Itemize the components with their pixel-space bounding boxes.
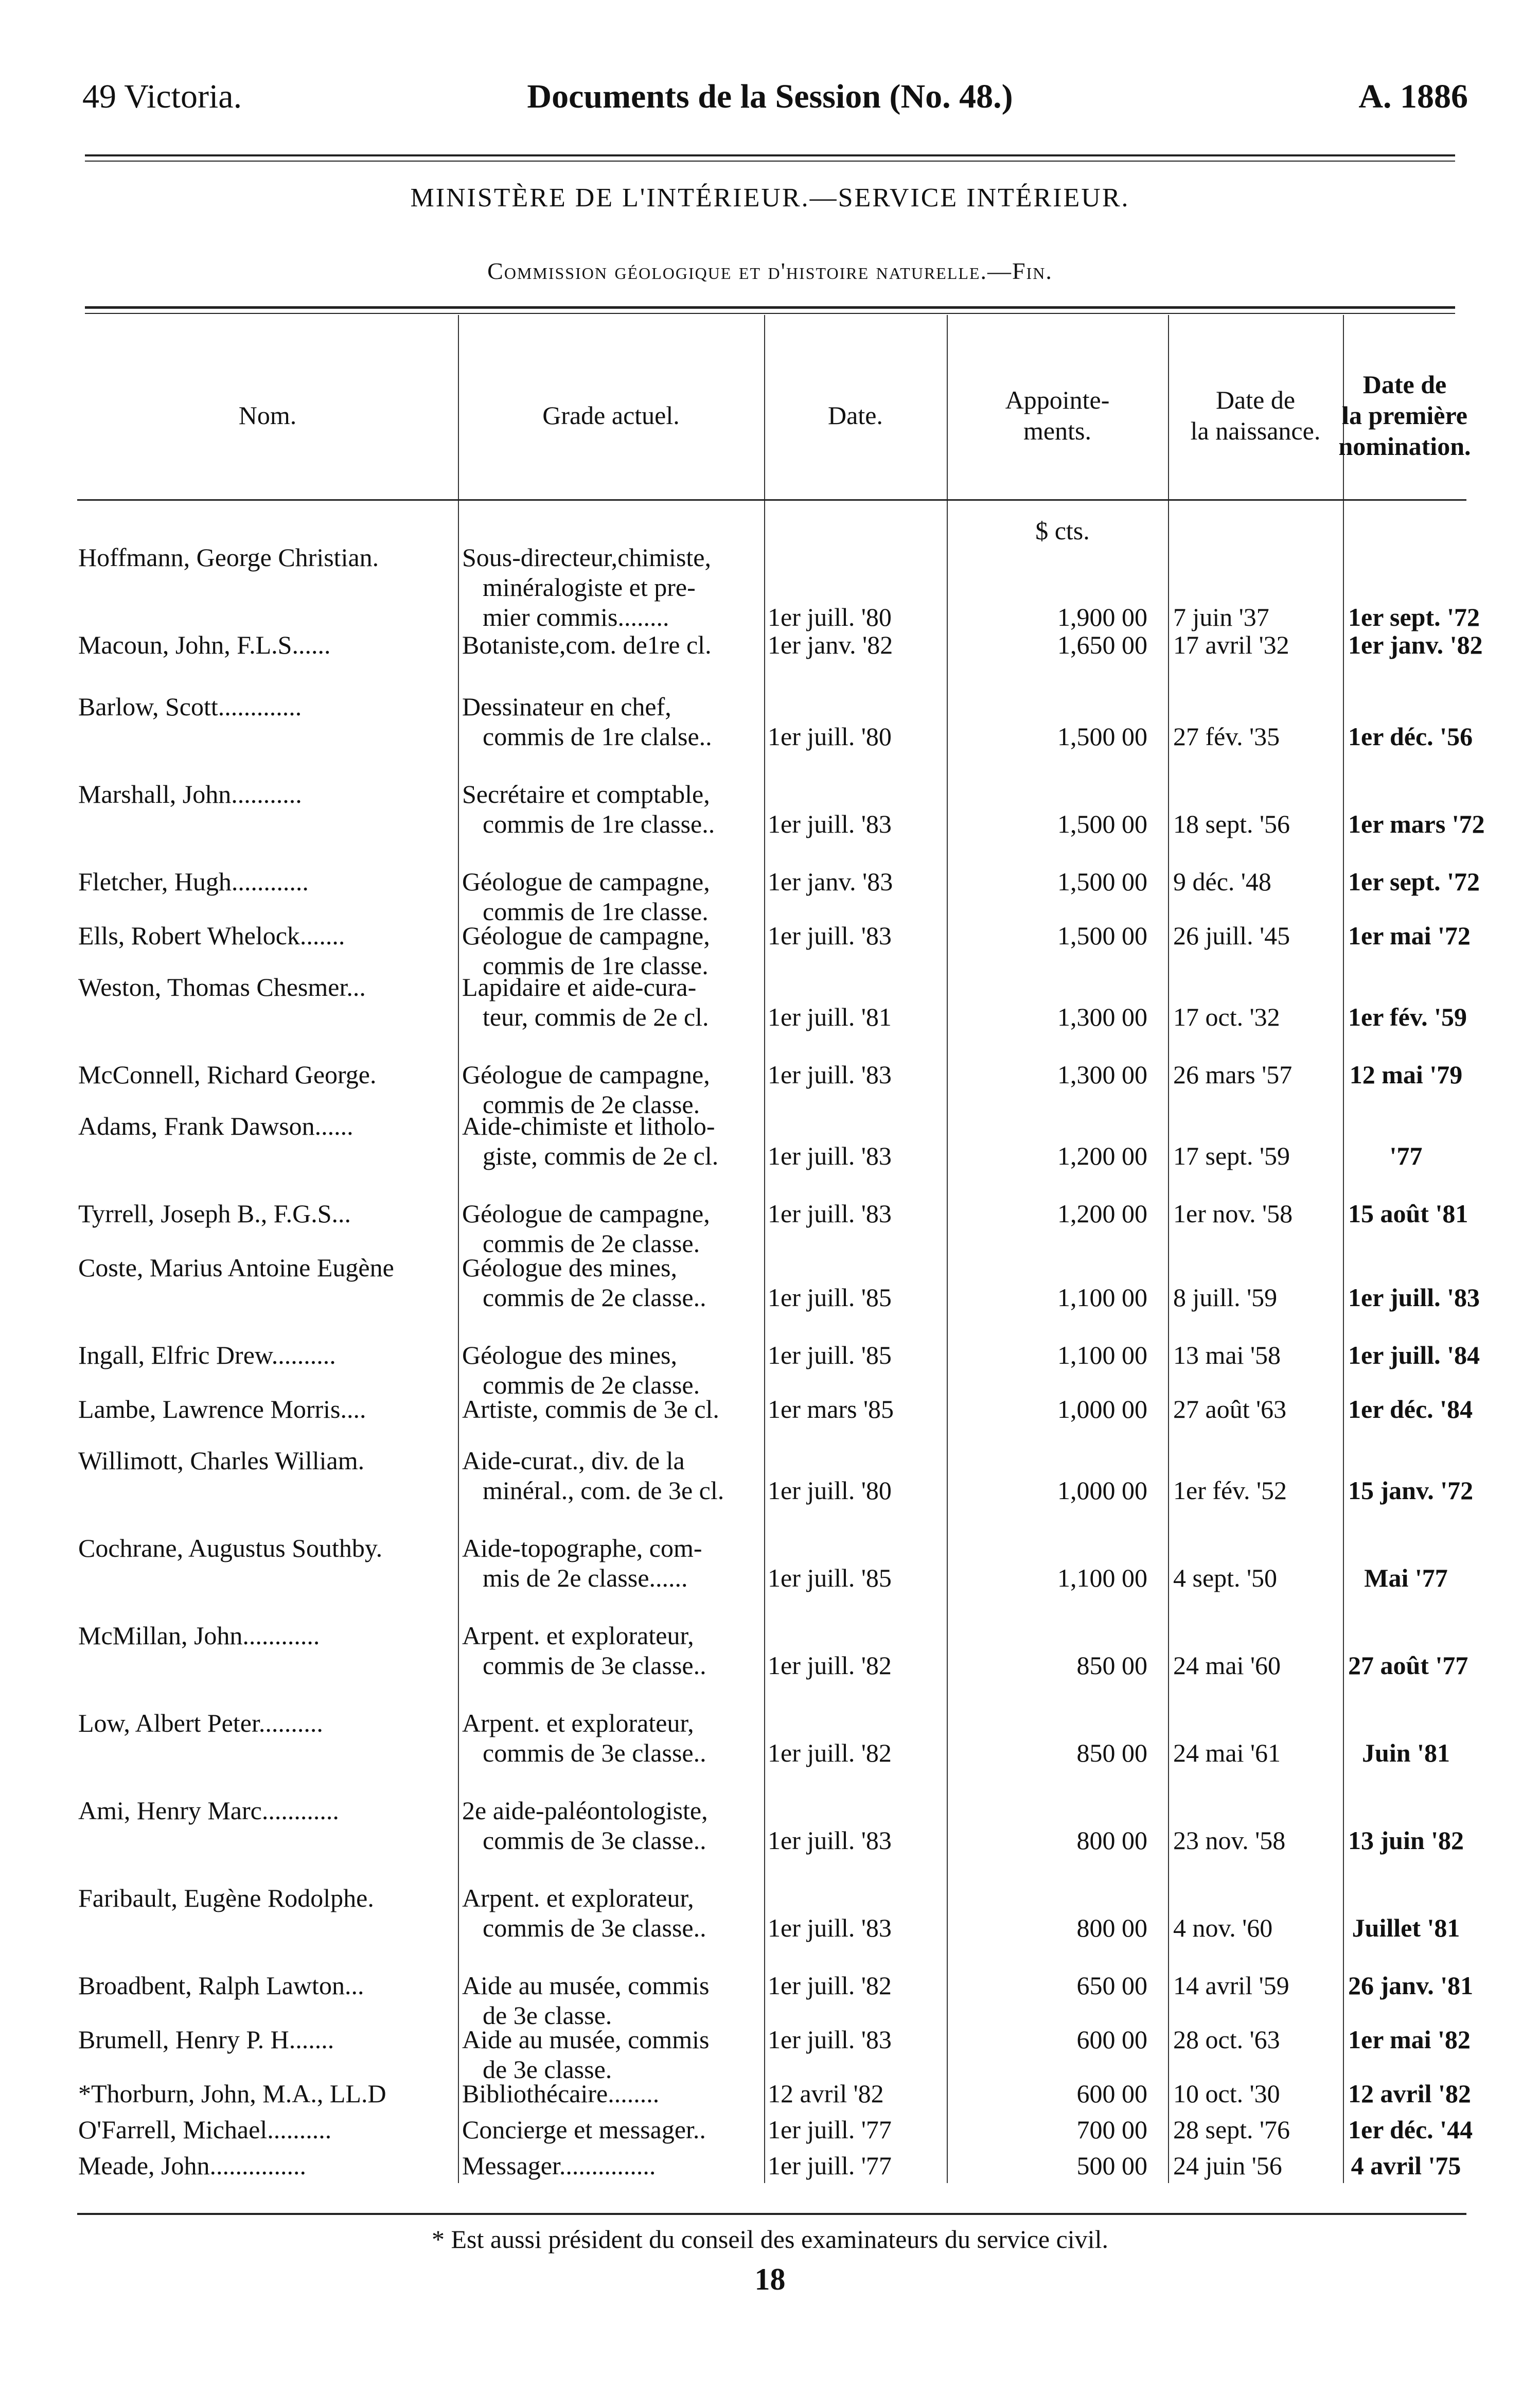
salary: 600 00 (1076, 2079, 1147, 2108)
grade-line: Aide-chimiste et litholo- (462, 1112, 715, 1140)
grade-line: Arpent. et explorateur, (462, 1884, 694, 1912)
staff-name: Fletcher, Hugh............ (78, 867, 309, 896)
birth-date: 13 mai '58 (1173, 1341, 1281, 1369)
appointment-date: 1er juill. '85 (768, 1563, 892, 1592)
birth-date: 24 mai '60 (1173, 1651, 1281, 1680)
first-appointment-date: 1er juill. '84 (1348, 1341, 1480, 1369)
staff-name: Faribault, Eugène Rodolphe. (78, 1884, 374, 1912)
grade-line: commis de 2e classe. (483, 1229, 700, 1258)
table-top-rule-thin (85, 313, 1455, 314)
grade-cell (462, 1971, 760, 2030)
first-appointment-date: Juillet '81 (1352, 1913, 1460, 1942)
staff-name: Coste, Marius Antoine Eugène (78, 1253, 394, 1282)
salary: 500 00 (1076, 2151, 1147, 2180)
salary: 650 00 (1076, 1971, 1147, 2000)
salary: 850 00 (1076, 1738, 1147, 1767)
first-appointment-date: 1er juill. '83 (1348, 1283, 1480, 1312)
grade-line: minéral., com. de 3e cl. (483, 1476, 724, 1505)
appointment-date: 1er juill. '80 (768, 603, 892, 631)
staff-name: McMillan, John............ (78, 1621, 320, 1650)
staff-name: Ami, Henry Marc............ (78, 1796, 339, 1825)
birth-date: 4 nov. '60 (1173, 1913, 1273, 1942)
staff-name: Willimott, Charles William. (78, 1446, 365, 1475)
first-appointment-date: 1er déc. '56 (1348, 722, 1473, 751)
grade-cell (462, 1533, 760, 1593)
appointment-date: 1er juill. '81 (768, 1002, 892, 1031)
grade-cell (462, 1708, 760, 1768)
birth-date: 4 sept. '50 (1173, 1563, 1278, 1592)
grade-line: commis de 1re classe. (483, 897, 709, 926)
running-header (72, 77, 1468, 118)
staff-name: Tyrrell, Joseph B., F.G.S... (78, 1199, 351, 1228)
staff-name: O'Farrell, Michael.......... (78, 2115, 332, 2144)
appointment-date: 1er juill. '82 (768, 1651, 892, 1680)
grade-cell (462, 1253, 760, 1312)
salary: 1,200 00 (1057, 1199, 1147, 1228)
salary: 1,000 00 (1057, 1476, 1147, 1505)
grade-line: Géologue des mines, (462, 1253, 677, 1282)
first-appointment-date: 1er mars '72 (1348, 810, 1485, 838)
header-rule-thin (85, 161, 1455, 162)
first-appointment-date: 1er mai '82 (1348, 2025, 1471, 2054)
grade-line: Secrétaire et comptable, (462, 780, 710, 808)
appointment-date: 1er juill. '77 (768, 2151, 892, 2180)
appointment-date: 1er juill. '83 (768, 1060, 892, 1089)
appointment-date: 1er juill. '80 (768, 722, 892, 751)
birth-date: 27 fév. '35 (1173, 722, 1280, 751)
grade-cell (462, 972, 760, 1032)
grade-cell (462, 630, 760, 660)
column-header-date: Date. (828, 401, 883, 430)
grade-cell (462, 1394, 760, 1424)
grade-line: Arpent. et explorateur, (462, 1621, 694, 1650)
grade-cell (462, 2151, 760, 2180)
appointment-date: 1er mars '85 (768, 1395, 894, 1423)
staff-name: Meade, John............... (78, 2151, 306, 2180)
staff-name: Brumell, Henry P. H....... (78, 2025, 334, 2054)
grade-cell (462, 1883, 760, 1943)
first-appointment-date: 15 août '81 (1348, 1199, 1468, 1228)
column-header-grade: Grade actuel. (542, 401, 680, 430)
staff-name: Hoffmann, George Christian. (78, 543, 379, 572)
grade-line: Géologue de campagne, (462, 867, 710, 896)
birth-date: 8 juill. '59 (1173, 1283, 1278, 1312)
appointment-date: 1er juill. '80 (768, 1476, 892, 1505)
first-appointment-date: 1er mai '72 (1348, 921, 1471, 950)
staff-name: *Thorburn, John, M.A., LL.D (78, 2079, 386, 2108)
grade-line: Aide au musée, commis (462, 2025, 710, 2054)
header-center: Documents de la Session (No. 48.) (527, 78, 1013, 115)
salary: 1,500 00 (1057, 867, 1147, 896)
salary: 1,500 00 (1057, 722, 1147, 751)
appointment-date: 1er juill. '83 (768, 921, 892, 950)
first-appointment-date: 1er sept. '72 (1348, 603, 1480, 631)
grade-line: Messager............... (462, 2151, 656, 2180)
salary: 1,300 00 (1057, 1002, 1147, 1031)
grade-line: commis de 2e classe.. (483, 1283, 706, 1312)
column-divider (1343, 315, 1344, 2183)
grade-cell (462, 1060, 760, 1119)
grade-line: Botaniste,com. de1re cl. (462, 630, 712, 659)
grade-cell (462, 2025, 760, 2084)
staff-name: Low, Albert Peter.......... (78, 1709, 323, 1737)
appointment-date: 1er juill. '83 (768, 1199, 892, 1228)
first-appointment-date: '77 (1389, 1141, 1423, 1170)
appointment-date: 1er juill. '83 (768, 1141, 892, 1170)
first-appointment-date: 15 janv. '72 (1348, 1476, 1474, 1505)
table-bottom-rule (77, 2213, 1466, 2215)
birth-date: 24 mai '61 (1173, 1738, 1281, 1767)
salary: 1,300 00 (1057, 1060, 1147, 1089)
grade-cell (462, 1796, 760, 1855)
staff-name: Macoun, John, F.L.S...... (78, 630, 331, 659)
birth-date: 23 nov. '58 (1173, 1826, 1286, 1855)
column-header-birth: Date de la naissance. (1190, 385, 1321, 445)
birth-date: 26 juill. '45 (1173, 921, 1290, 950)
first-appointment-date: 1er déc. '44 (1348, 2115, 1473, 2144)
birth-date: 1er nov. '58 (1173, 1199, 1293, 1228)
grade-line: Bibliothécaire........ (462, 2079, 660, 2108)
grade-line: commis de 1re classe.. (483, 810, 715, 838)
first-appointment-date: 1er sept. '72 (1348, 867, 1480, 896)
salary: 1,100 00 (1057, 1563, 1147, 1592)
grade-line: Aide-topographe, com- (462, 1534, 702, 1562)
appointment-date: 1er juill. '82 (768, 1738, 892, 1767)
grade-line: Lapidaire et aide-cura- (462, 973, 697, 1001)
grade-cell (462, 867, 760, 926)
salary: 1,500 00 (1057, 810, 1147, 838)
grade-cell (462, 1340, 760, 1400)
salary: 1,200 00 (1057, 1141, 1147, 1170)
first-appointment-date: 12 mai '79 (1349, 1060, 1463, 1089)
salary-units: $ cts. (1035, 516, 1090, 545)
grade-line: Aide au musée, commis (462, 1971, 710, 2000)
appointment-date: 12 avril '82 (768, 2079, 884, 2108)
column-divider (947, 315, 948, 2183)
appointment-date: 1er janv. '83 (768, 867, 893, 896)
grade-cell (462, 921, 760, 980)
first-appointment-date: 13 juin '82 (1348, 1826, 1464, 1855)
staff-name: McConnell, Richard George. (78, 1060, 377, 1089)
grade-line: Géologue de campagne, (462, 1060, 710, 1089)
appointment-date: 1er juill. '85 (768, 1283, 892, 1312)
salary: 1,650 00 (1057, 630, 1147, 659)
salary: 1,100 00 (1057, 1341, 1147, 1369)
grade-line: giste, commis de 2e cl. (483, 1141, 719, 1170)
grade-cell (462, 1446, 760, 1505)
column-divider (1168, 315, 1169, 2183)
appointment-date: 1er juill. '83 (768, 2025, 892, 2054)
appointment-date: 1er juill. '83 (768, 1913, 892, 1942)
salary: 700 00 (1076, 2115, 1147, 2144)
ministry-title: MINISTÈRE DE L'INTÉRIEUR.—SERVICE INTÉRIEUR. (410, 183, 1130, 213)
birth-date: 18 sept. '56 (1173, 810, 1290, 838)
staff-name: Ingall, Elfric Drew.......... (78, 1341, 336, 1369)
appointment-date: 1er juill. '85 (768, 1341, 892, 1369)
grade-cell (462, 1111, 760, 1171)
birth-date: 28 oct. '63 (1173, 2025, 1280, 2054)
grade-cell (462, 2115, 760, 2144)
grade-line: commis de 1re classe. (483, 951, 709, 980)
grade-line: commis de 2e classe. (483, 1090, 700, 1119)
grade-line: minéralogiste et pre- (483, 573, 696, 602)
grade-line: commis de 3e classe.. (483, 1826, 706, 1855)
birth-date: 17 avril '32 (1173, 630, 1289, 659)
grade-line: commis de 1re clalse.. (483, 722, 712, 751)
grade-cell (462, 1621, 760, 1680)
grade-line: Artiste, commis de 3e cl. (462, 1395, 719, 1423)
first-appointment-date: 26 janv. '81 (1348, 1971, 1474, 2000)
birth-date: 14 avril '59 (1173, 1971, 1289, 2000)
grade-cell (462, 542, 760, 632)
first-appointment-date: 27 août '77 (1348, 1651, 1468, 1680)
salary: 1,000 00 (1057, 1395, 1147, 1423)
salary: 1,100 00 (1057, 1283, 1147, 1312)
grade-line: 2e aide-paléontologiste, (462, 1796, 708, 1825)
salary: 800 00 (1076, 1826, 1147, 1855)
grade-line: mis de 2e classe...... (483, 1563, 688, 1592)
grade-line: de 3e classe. (483, 2055, 612, 2084)
footnote: * Est aussi président du conseil des examinateurs du service civil. (432, 2225, 1108, 2254)
first-appointment-date: 1er fév. '59 (1348, 1002, 1467, 1031)
birth-date: 7 juin '37 (1173, 603, 1269, 631)
appointment-date: 1er juill. '83 (768, 1826, 892, 1855)
column-header-name: Nom. (238, 401, 297, 430)
grade-line: de 3e classe. (483, 2001, 612, 2030)
grade-line: Géologue de campagne, (462, 921, 710, 950)
first-appointment-date: 4 avril '75 (1351, 2151, 1461, 2180)
salary: 850 00 (1076, 1651, 1147, 1680)
staff-name: Marshall, John........... (78, 780, 302, 808)
birth-date: 10 oct. '30 (1173, 2079, 1280, 2108)
staff-name: Adams, Frank Dawson...... (78, 1112, 353, 1140)
birth-date: 28 sept. '76 (1173, 2115, 1290, 2144)
grade-line: Concierge et messager.. (462, 2115, 706, 2144)
appointment-date: 1er juill. '77 (768, 2115, 892, 2144)
staff-name: Ells, Robert Whelock....... (78, 921, 345, 950)
birth-date: 17 sept. '59 (1173, 1141, 1290, 1170)
grade-line: commis de 3e classe.. (483, 1651, 706, 1680)
column-header-salary: Appointe- ments. (1005, 385, 1110, 445)
grade-line: mier commis........ (483, 603, 669, 631)
grade-line: teur, commis de 2e cl. (483, 1002, 709, 1031)
salary: 600 00 (1076, 2025, 1147, 2054)
birth-date: 9 déc. '48 (1173, 867, 1271, 896)
grade-line: Géologue des mines, (462, 1341, 677, 1369)
header-rule (85, 154, 1455, 156)
staff-name: Broadbent, Ralph Lawton... (78, 1971, 364, 2000)
appointment-date: 1er janv. '82 (768, 630, 893, 659)
header-bottom-rule (77, 499, 1466, 501)
birth-date: 17 oct. '32 (1173, 1002, 1280, 1031)
salary: 1,500 00 (1057, 921, 1147, 950)
birth-date: 24 juin '56 (1173, 2151, 1282, 2180)
table-top-rule (85, 306, 1455, 309)
grade-line: commis de 3e classe.. (483, 1738, 706, 1767)
grade-line: commis de 3e classe.. (483, 1913, 706, 1942)
commission-subtitle: Commission géologique et d'histoire naturelle.—Fin. (487, 258, 1053, 284)
first-appointment-date: 1er déc. '84 (1348, 1395, 1473, 1423)
grade-line: Géologue de campagne, (462, 1199, 710, 1228)
appointment-date: 1er juill. '83 (768, 810, 892, 838)
staff-name: Barlow, Scott............. (78, 692, 302, 721)
salary: 800 00 (1076, 1913, 1147, 1942)
grade-line: Arpent. et explorateur, (462, 1709, 694, 1737)
staff-name: Cochrane, Augustus Southby. (78, 1534, 383, 1562)
grade-cell (462, 2079, 760, 2108)
salary: 1,900 00 (1057, 603, 1147, 631)
appointment-date: 1er juill. '82 (768, 1971, 892, 2000)
birth-date: 1er fév. '52 (1173, 1476, 1287, 1505)
first-appointment-date: Juin '81 (1362, 1738, 1450, 1767)
column-divider (764, 315, 765, 2183)
first-appointment-date: 12 avril '82 (1348, 2079, 1471, 2108)
birth-date: 27 août '63 (1173, 1395, 1287, 1423)
page-number: 18 (754, 2262, 786, 2296)
first-appointment-date: 1er janv. '82 (1348, 630, 1483, 659)
header-right: A. 1886 (1358, 78, 1468, 115)
column-header-first-appointment: Date de la première nomination. (1338, 370, 1471, 461)
birth-date: 26 mars '57 (1173, 1060, 1293, 1089)
first-appointment-date: Mai '77 (1364, 1563, 1448, 1592)
staff-table (77, 315, 1485, 2198)
staff-name: Lambe, Lawrence Morris.... (78, 1395, 366, 1423)
staff-name: Weston, Thomas Chesmer... (78, 973, 366, 1001)
grade-line: Aide-curat., div. de la (462, 1446, 685, 1475)
grade-line: Dessinateur en chef, (462, 692, 671, 721)
grade-cell (462, 1199, 760, 1258)
grade-cell (462, 779, 760, 839)
grade-cell (462, 692, 760, 751)
grade-line: commis de 2e classe. (483, 1370, 700, 1399)
header-left: 49 Victoria. (82, 78, 242, 115)
grade-line: Sous-directeur,chimiste, (462, 543, 711, 572)
